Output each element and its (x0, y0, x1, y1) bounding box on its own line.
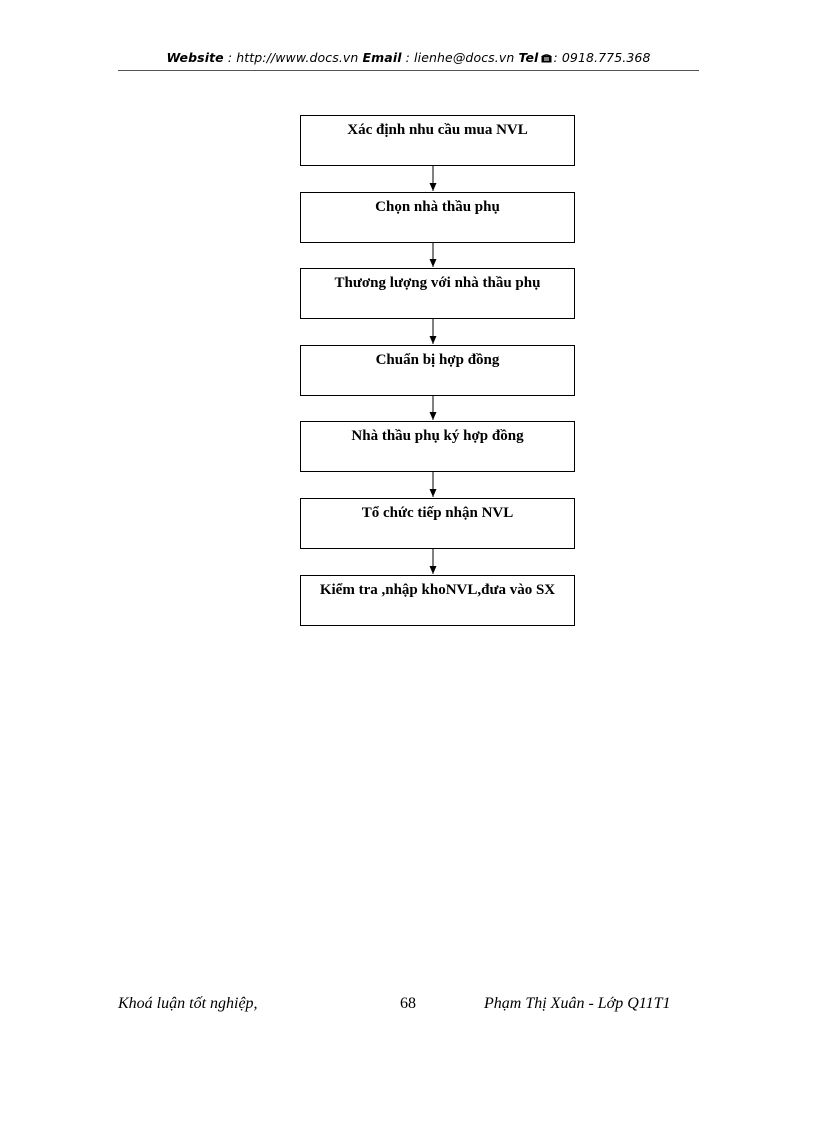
phone-icon (541, 51, 552, 61)
arrowhead-6 (430, 566, 437, 574)
arrowhead-2 (430, 259, 437, 267)
tel-label: Tel (518, 50, 539, 65)
website-value: : http://www.docs.vn (227, 50, 359, 65)
arrowhead-5 (430, 489, 437, 497)
flow-step-3: Thương lượng với nhà thầu phụ (300, 268, 575, 319)
flow-step-6: Tổ chức tiếp nhận NVL (300, 498, 575, 549)
arrowhead-3 (430, 336, 437, 344)
website-label: Website (166, 50, 224, 65)
arrowhead-1 (430, 183, 437, 191)
footer-thesis-label: Khoá luận tốt nghiệp, (118, 995, 258, 1012)
flow-step-5: Nhà thầu phụ ký hợp đồng (300, 421, 575, 472)
flow-step-4: Chuẩn bị hợp đồng (300, 345, 575, 396)
footer-page-number: 68 (400, 995, 416, 1012)
flow-step-7: Kiểm tra ,nhập khoNVL,đưa vào SX (300, 575, 575, 626)
page-header (118, 50, 699, 65)
flow-step-1: Xác định nhu cầu mua NVL (300, 115, 575, 166)
flow-step-2: Chọn nhà thầu phụ (300, 192, 575, 243)
header-rule (118, 70, 699, 71)
arrowhead-4 (430, 412, 437, 420)
email-value: : lienhe@docs.vn (405, 50, 515, 65)
footer-author: Phạm Thị Xuân - Lớp Q11T1 (484, 995, 671, 1012)
tel-value: : 0918.775.368 (553, 50, 651, 65)
email-label: Email (362, 50, 402, 65)
